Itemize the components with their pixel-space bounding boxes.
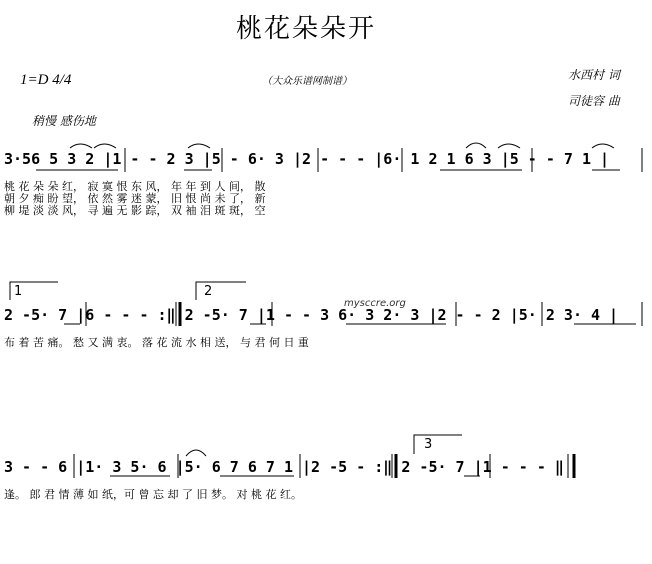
watermark: mysccre.org (344, 298, 406, 309)
slur (592, 144, 614, 148)
slur (70, 144, 92, 148)
slur (94, 144, 116, 148)
ending-2-label: 2 (204, 284, 213, 299)
ending-bracket-3 (414, 435, 462, 454)
staff1-lyrics-verse2: 朝 夕 痴 盼 望， 依 然 雾 迷 蒙， 旧 恨 尚 未 了， 新 (4, 192, 266, 205)
ending-bracket-1 (10, 282, 58, 300)
staff1-lyrics-verse3: 柳 堤 淡 淡 风， 寻 遍 无 影 踪， 双 袖 泪 斑 斑， 空 (4, 204, 266, 217)
staff2-lyrics: 布 着 苦 痛。 愁 又 满 衷。 落 花 流 水 相 送， 与 君 何 日 重 (4, 336, 309, 349)
tempo-marking: 稍慢 感伤地 (32, 114, 96, 128)
song-title: 桃花朵朵开 (236, 14, 377, 44)
composer-credit: 司徒容 曲 (568, 94, 620, 108)
staff3-lyrics: 逢。 郎 君 情 薄 如 纸，可 曾 忘 却 了 旧 梦。 对 桃 花 红。 (4, 488, 302, 501)
staff2-notes: 2 -5· 7 |6 - - - :‖ 2 -5· 7 |1 - - 3 6· 3 2· 3 |2 - - 2 |5· 2 3· 4 | (4, 306, 619, 324)
staff3-notes: 3 - - 6 |1· 3 5· 6 |5· 6 7 6 7 1 |2 -5 - :‖ 2 -5· 7 |1 - - - ‖ (4, 458, 564, 476)
staff1-lyrics-verse1: 桃 花 朵 朵 红， 寂 寞 恨 东 风， 年 年 到 人 间， 散 (4, 180, 266, 193)
lyricist-credit: 水西村 词 (568, 68, 620, 82)
ending-bracket-2 (196, 282, 246, 300)
fermata-icon (186, 450, 206, 456)
ending-3-label: 3 (424, 437, 433, 452)
key-signature: 1=D 4/4 (20, 72, 72, 88)
source-note: （大众乐谱网制谱） (262, 76, 352, 87)
slur (188, 144, 210, 148)
ending-1-label: 1 (14, 284, 23, 299)
slur (466, 143, 486, 148)
staff1-notes: 3·56 5 3 2 |1 - - 2 3 |5 - 6· 3 |2 - - - |6· 1 2 1 6 3 |5 - - 7 1 | (4, 150, 610, 168)
slur (498, 144, 520, 148)
